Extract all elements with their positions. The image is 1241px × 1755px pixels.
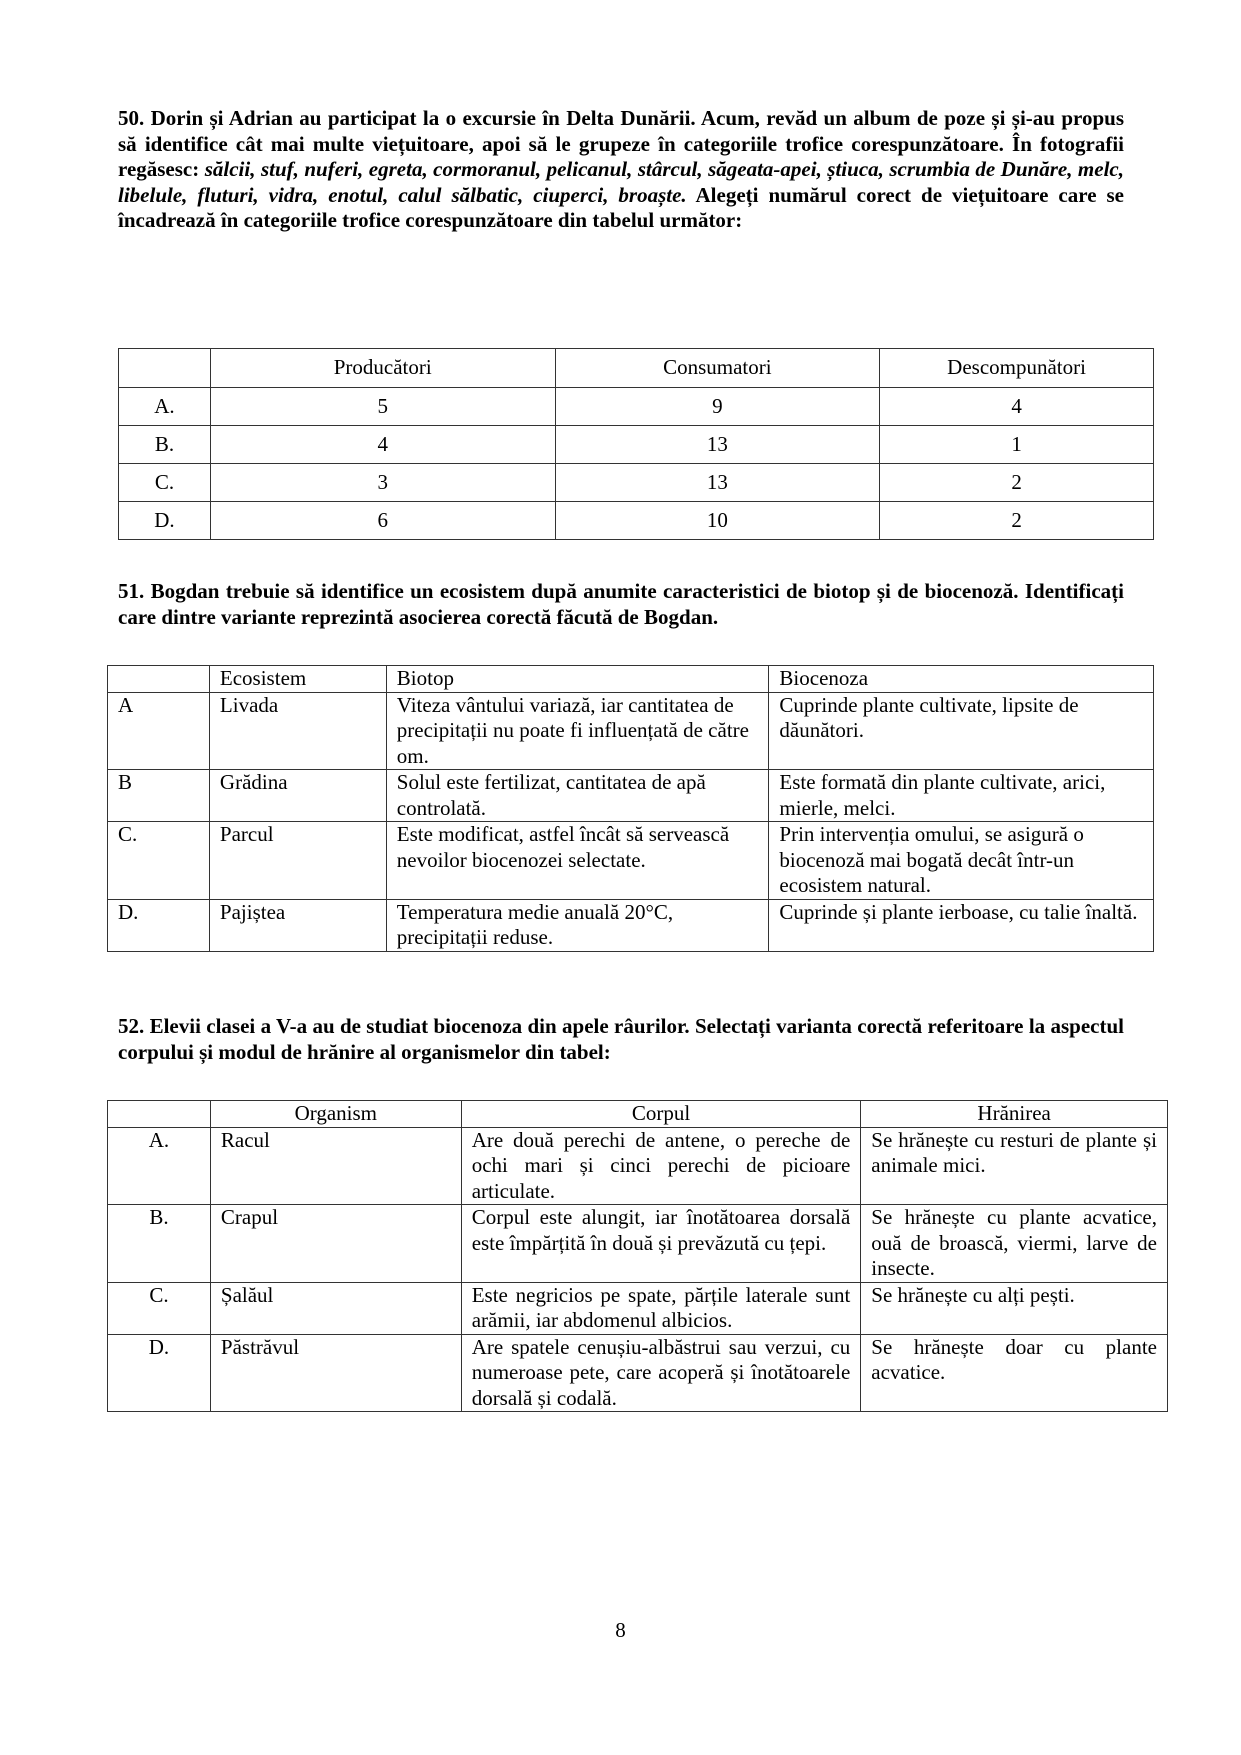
option-label: A. — [119, 388, 211, 426]
option-label: C. — [108, 1282, 211, 1334]
header-cell: Corpul — [461, 1101, 861, 1128]
feeding-description: Se hrănește cu resturi de plante și animale mici. — [861, 1127, 1168, 1205]
table-row — [119, 426, 1154, 464]
feeding-description: Se hrănește cu alți pești. — [861, 1282, 1168, 1334]
biotope-description: Viteza vântului variază, iar cantitatea de precipitații nu poate fi influențată de către om. — [386, 692, 769, 770]
header-cell: Biotop — [386, 666, 769, 693]
body-description: Are două perechi de antene, o pereche de ochi mari și cinci perechi de picioare articulate. — [461, 1127, 861, 1205]
header-cell — [108, 1101, 211, 1128]
option-label: B. — [108, 1205, 211, 1283]
header-cell — [119, 349, 211, 388]
decomposers-count: 2 — [880, 502, 1154, 540]
biocenosis-description: Cuprinde și plante ierboase, cu talie înaltă. — [769, 899, 1154, 951]
producers-count: 4 — [210, 426, 555, 464]
page-number: 8 — [615, 1618, 626, 1642]
table-row — [108, 770, 1154, 822]
feeding-description: Se hrănește cu plante acvatice, ouă de broască, viermi, larve de insecte. — [861, 1205, 1168, 1283]
trophic-categories-table — [118, 348, 1154, 540]
header-cell: Organism — [210, 1101, 461, 1128]
decomposers-count: 4 — [880, 388, 1154, 426]
biocenosis-description: Este formată din plante cultivate, arici, mierle, melci. — [769, 770, 1154, 822]
consumers-count: 9 — [555, 388, 880, 426]
table-row — [108, 1334, 1168, 1412]
consumers-count: 10 — [555, 502, 880, 540]
question-52-text: 52. Elevii clasei a V-a au de studiat biocenoza din apele râurilor. Selectați varianta corectă referitoare la aspectul corpului și modul de hrănire al organismelor din tabel: — [118, 1014, 1124, 1064]
question-50-intro: 50. Dorin și Adrian au participat la o excursie în Delta Dunării. Acum, revăd un album de poze și și-au propus să identifice cât mai multe viețuitoare, apoi să le grupeze în categoriile trofice corespunzătoare. În fotografii regăsesc: — [118, 106, 1124, 181]
table-header-row — [119, 349, 1154, 388]
organism-name: Șalăul — [210, 1282, 461, 1334]
header-cell: Biocenoza — [769, 666, 1154, 693]
biotope-description: Este modificat, astfel încât să servească nevoilor biocenozei selectate. — [386, 822, 769, 900]
table-header-row — [108, 1101, 1168, 1128]
ecosystem-name: Grădina — [209, 770, 386, 822]
decomposers-count: 1 — [880, 426, 1154, 464]
organism-name: Păstrăvul — [210, 1334, 461, 1412]
option-label: C. — [108, 822, 210, 900]
question-51-text: 51. Bogdan trebuie să identifice un ecosistem după anumite caracteristici de biotop și de biocenoză. Identificați care dintre variante reprezintă asocierea corectă făcută de Bogdan. — [118, 579, 1124, 629]
producers-count: 6 — [210, 502, 555, 540]
organisms-table — [107, 1100, 1168, 1412]
biotope-description: Temperatura medie anuală 20°C, precipitații reduse. — [386, 899, 769, 951]
header-cell: Ecosistem — [209, 666, 386, 693]
table-row — [108, 1205, 1168, 1283]
option-label: B. — [119, 426, 211, 464]
ecosystem-name: Pajiștea — [209, 899, 386, 951]
consumers-count: 13 — [555, 426, 880, 464]
header-cell: Hrănirea — [861, 1101, 1168, 1128]
biotope-description: Solul este fertilizat, cantitatea de apă controlată. — [386, 770, 769, 822]
table-row — [108, 692, 1154, 770]
table-row — [119, 502, 1154, 540]
ecosystem-name: Parcul — [209, 822, 386, 900]
header-cell: Consumatori — [555, 349, 880, 388]
table-row — [108, 899, 1154, 951]
option-label: D. — [119, 502, 211, 540]
header-cell — [108, 666, 210, 693]
body-description: Are spatele cenușiu-albăstrui sau verzui, cu numeroase pete, care acoperă și înotătoarele dorsală și codală. — [461, 1334, 861, 1412]
biocenosis-description: Cuprinde plante cultivate, lipsite de dăunători. — [769, 692, 1154, 770]
option-label: A — [108, 692, 210, 770]
option-label: D. — [108, 1334, 211, 1412]
decomposers-count: 2 — [880, 464, 1154, 502]
biocenosis-description: Prin intervenția omului, se asigură o biocenoză mai bogată decât într-un ecosistem natural. — [769, 822, 1154, 900]
question-50-organisms: sălcii, stuf, nuferi, egreta, cormoranul, pelicanul, stârcul, săgeata-apei, știuca, scrumbia de Dunăre, melc, libelule, fluturi, vidra, enotul, calul sălbatic, ciuperci, broaște. — [118, 157, 1124, 207]
ecosystem-table — [107, 665, 1154, 952]
table-row — [108, 822, 1154, 900]
feeding-description: Se hrănește doar cu plante acvatice. — [861, 1334, 1168, 1412]
table-row — [108, 1127, 1168, 1205]
table-header-row — [108, 666, 1154, 693]
consumers-count: 13 — [555, 464, 880, 502]
option-label: C. — [119, 464, 211, 502]
header-cell: Producători — [210, 349, 555, 388]
question-50-prompt: Alegeți numărul corect de viețuitoare care se încadrează în categoriile trofice corespunzătoare din tabelul următor: — [118, 182, 1124, 232]
table-row — [108, 1282, 1168, 1334]
option-label: A. — [108, 1127, 211, 1205]
producers-count: 5 — [210, 388, 555, 426]
body-description: Corpul este alungit, iar înotătoarea dorsală este împărțită în două și prevăzută cu țepi. — [461, 1205, 861, 1283]
table-row — [119, 464, 1154, 502]
organism-name: Racul — [210, 1127, 461, 1205]
option-label: B — [108, 770, 210, 822]
ecosystem-name: Livada — [209, 692, 386, 770]
question-50-text — [118, 106, 1124, 234]
body-description: Este negricios pe spate, părțile laterale sunt arămii, iar abdomenul albicios. — [461, 1282, 861, 1334]
option-label: D. — [108, 899, 210, 951]
table-row — [119, 388, 1154, 426]
header-cell: Descompunători — [880, 349, 1154, 388]
producers-count: 3 — [210, 464, 555, 502]
organism-name: Crapul — [210, 1205, 461, 1283]
